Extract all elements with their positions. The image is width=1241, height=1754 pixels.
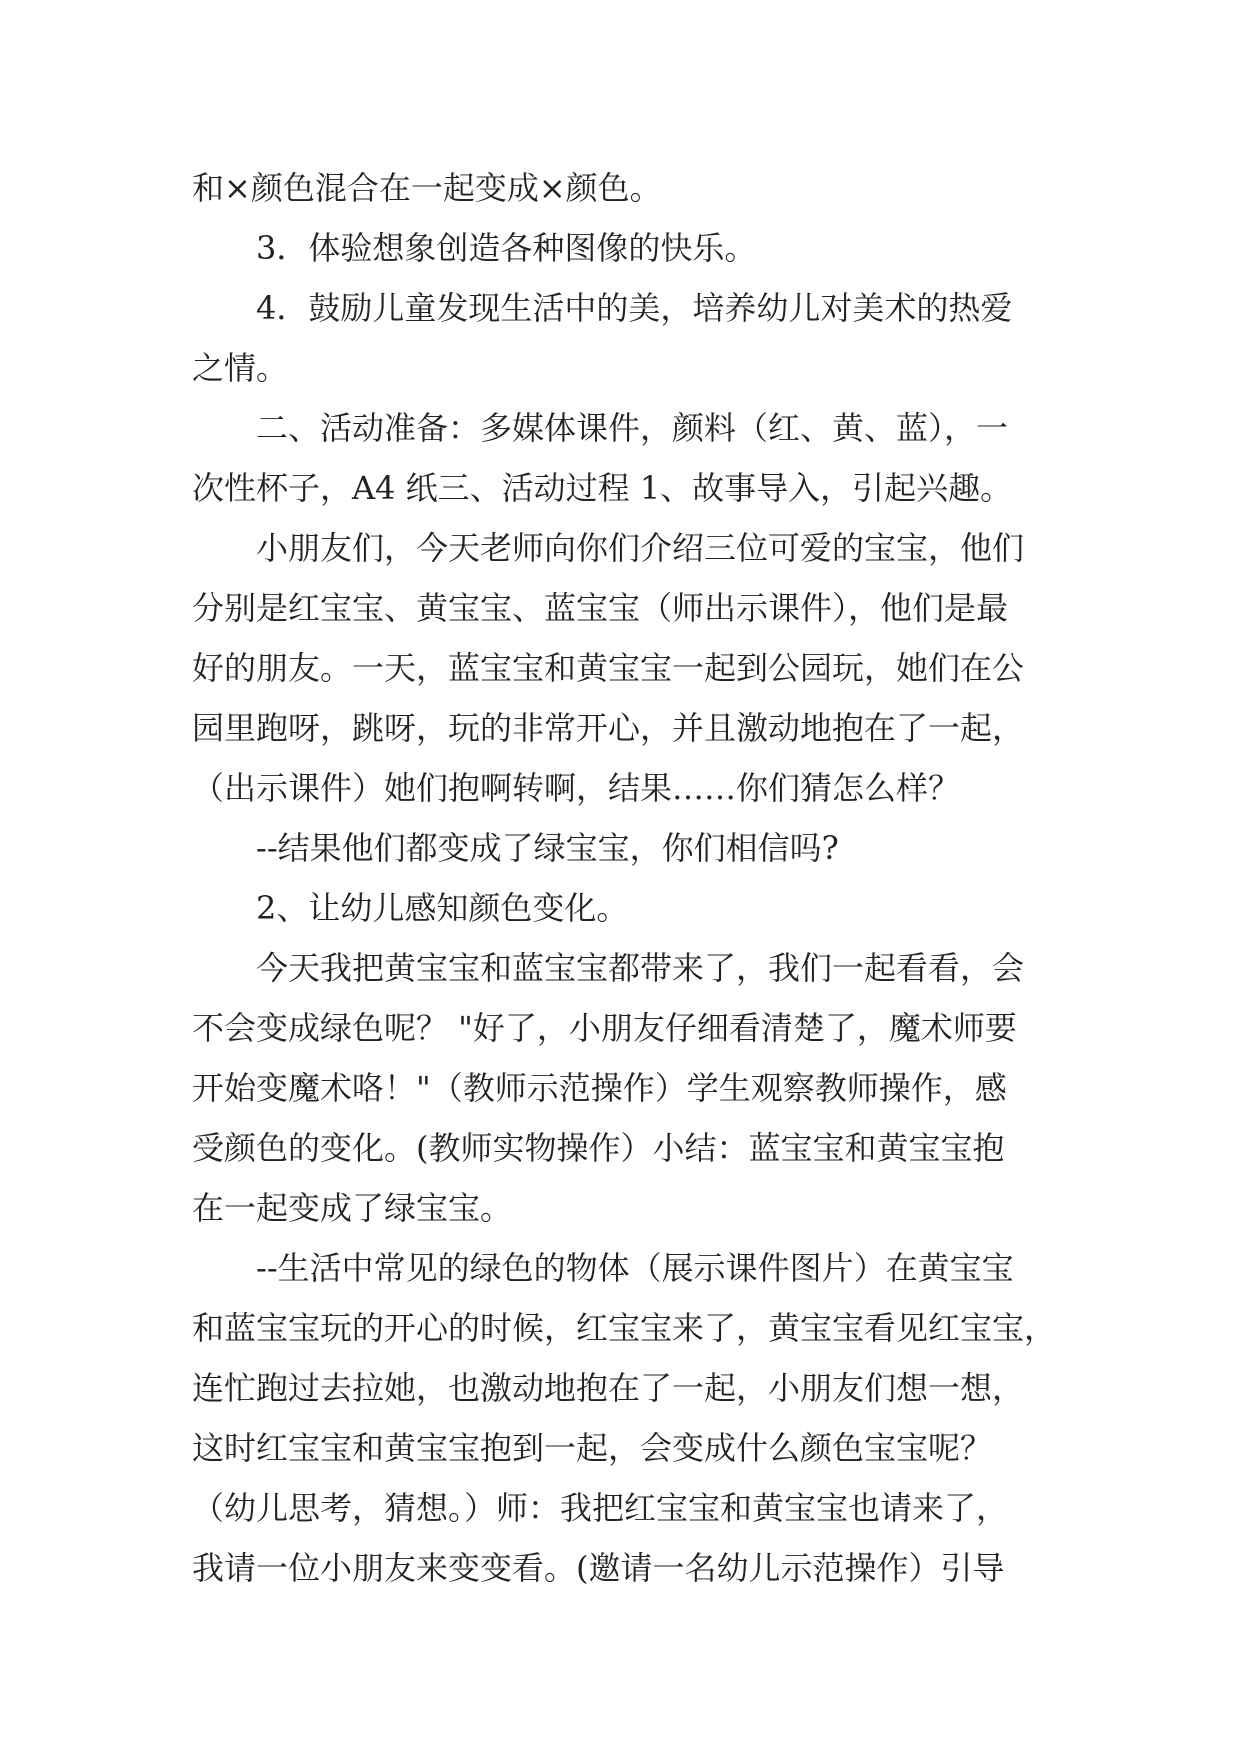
text-line: 在一起变成了绿宝宝。: [192, 1189, 513, 1227]
text-line: 小朋友们，今天老师向你们介绍三位可爱的宝宝，他们: [256, 529, 1025, 567]
text-line: 和蓝宝宝玩的开心的时候，红宝宝来了，黄宝宝看见红宝宝，: [192, 1309, 1057, 1347]
text-line: 好的朋友。一天，蓝宝宝和黄宝宝一起到公园玩，她们在公: [192, 649, 1025, 687]
text-line: 分别是红宝宝、黄宝宝、蓝宝宝（师出示课件），他们是最: [192, 589, 1009, 627]
text-line: 开始变魔术咯！"（教师示范操作）学生观察教师操作，感: [192, 1069, 1007, 1107]
text-line: 连忙跑过去拉她，也激动地抱在了一起，小朋友们想一想，: [192, 1369, 1025, 1407]
text-line: 4．鼓励儿童发现生活中的美，培养幼儿对美术的热爱: [256, 289, 1013, 327]
text-line: --生活中常见的绿色的物体（展示课件图片）在黄宝宝: [256, 1249, 1014, 1287]
text-line: 3．体验想象创造各种图像的快乐。: [256, 229, 757, 267]
text-line: 受颜色的变化。(教师实物操作）小结：蓝宝宝和黄宝宝抱: [192, 1129, 1005, 1167]
text-line: 园里跑呀，跳呀，玩的非常开心，并且激动地抱在了一起，: [192, 709, 1025, 747]
text-line: 二、活动准备：多媒体课件，颜料（红、黄、蓝），一: [256, 409, 1009, 447]
text-line: --结果他们都变成了绿宝宝，你们相信吗?: [256, 829, 839, 867]
text-line: 之情。: [192, 349, 289, 387]
text-line: 今天我把黄宝宝和蓝宝宝都带来了，我们一起看看，会: [256, 949, 1025, 987]
text-line: （幼儿思考，猜想。）师：我把红宝宝和黄宝宝也请来了，: [192, 1489, 1009, 1527]
document-body: [192, 158, 1062, 1598]
text-line: （出示课件）她们抱啊转啊，结果……你们猜怎么样？: [192, 769, 961, 807]
text-line: 和×颜色混合在一起变成×颜色。: [192, 169, 662, 207]
text-line: 不会变成绿色呢？ "好了，小朋友仔细看清楚了，魔术师要: [192, 1009, 1017, 1047]
text-line: 这时红宝宝和黄宝宝抱到一起，会变成什么颜色宝宝呢？: [192, 1429, 993, 1467]
text-line: 次性杯子，A4 纸三、活动过程 1、故事导入，引起兴趣。: [192, 469, 1013, 507]
text-line: 我请一位小朋友来变变看。(邀请一名幼儿示范操作）引导: [192, 1549, 1005, 1587]
text-line: 2、让幼儿感知颜色变化。: [256, 889, 629, 927]
